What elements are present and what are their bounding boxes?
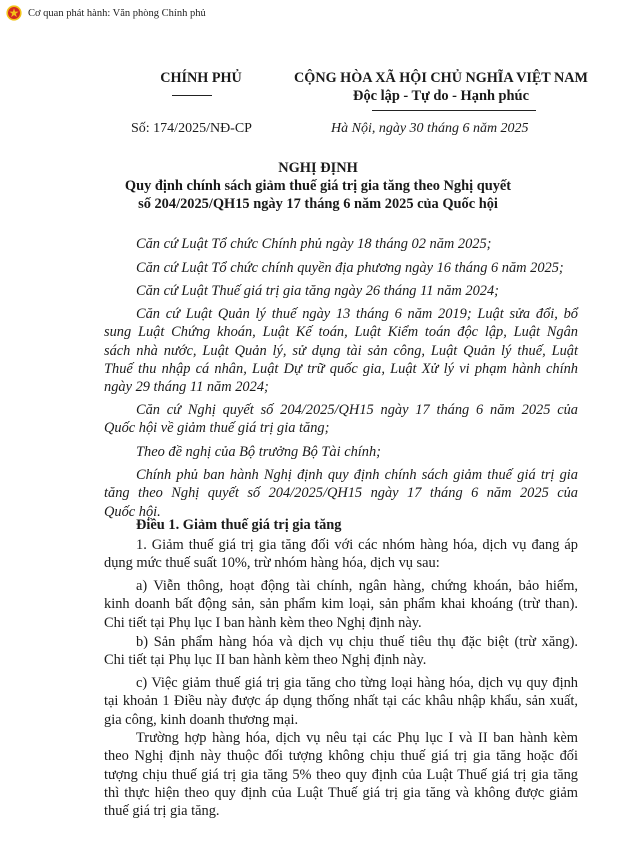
text-line: ngày 29 tháng 11 năm 2024; — [104, 379, 269, 396]
text-line: c) Việc giảm thuế giá trị gia tăng cho từng loại hàng hóa, dịch vụ quy định — [136, 675, 578, 691]
country-name: CỘNG HÒA XÃ HỘI CHỦ NGHĨA VIỆT NAM — [294, 70, 588, 86]
document-summary-line-2: số 204/2025/QH15 ngày 17 tháng 6 năm 2025 của Quốc hội — [138, 196, 498, 212]
text-line: tại khoản 1 Điều này được áp dụng thống nhất tại các khâu nhập khẩu, sản xuất, — [104, 693, 578, 710]
text-line: Căn cứ Luật Tổ chức Chính phủ ngày 18 tháng 02 năm 2025; — [136, 236, 492, 252]
point-b — [104, 633, 578, 670]
text-line: Căn cứ Luật Tổ chức chính quyền địa phương ngày 16 tháng 6 năm 2025; — [136, 260, 564, 276]
document-number: Số: 174/2025/NĐ-CP — [131, 121, 252, 136]
text-line: Căn cứ Nghị quyết số 204/2025/QH15 ngày 17 tháng 6 năm 2025 của — [136, 402, 578, 418]
article-heading: Điều 1. Giảm thuế giá trị gia tăng — [136, 517, 342, 533]
text-line: Theo đề nghị của Bộ trưởng Bộ Tài chính; — [136, 444, 381, 460]
text-line: Chi tiết tại Phụ lục I ban hành kèm theo Nghị định này. — [104, 614, 422, 631]
text-line: dụng mức thuế suất 10%, trừ nhóm hàng hóa, dịch vụ sau: — [104, 555, 440, 572]
document-summary-line-1: Quy định chính sách giảm thuế giá trị gia tăng theo Nghị quyết — [124, 178, 512, 194]
motto-underline — [372, 110, 536, 111]
preamble-item — [104, 259, 578, 277]
clause-1 — [104, 536, 578, 573]
text-line: Trường hợp hàng hóa, dịch vụ nêu tại các Phụ lục I và II ban hành kèm — [136, 730, 578, 746]
text-line: Căn cứ Luật Quản lý thuế ngày 13 tháng 6 năm 2019; Luật sửa đổi, bổ — [136, 306, 578, 322]
text-line: tăng theo Nghị quyết số 204/2025/QH15 ngày 17 tháng 6 năm 2025 của — [104, 485, 578, 502]
text-line: thuế giá trị gia tăng. — [104, 803, 220, 820]
place-date: Hà Nội, ngày 30 tháng 6 năm 2025 — [331, 121, 529, 136]
text-line: tượng chịu thuế giá trị gia tăng 5% theo quy định của Luật Thuế giá trị gia tăng — [104, 766, 578, 783]
preamble-item — [104, 235, 578, 253]
text-line: theo Nghị định này thuộc đối tượng không chịu thuế giá trị gia tăng hoặc đối — [104, 748, 578, 765]
text-line: gia công, kinh doanh thương mại. — [104, 711, 299, 728]
text-line: Thuế thu nhập cá nhân, Luật Dự trữ quốc gia, Luật Xử lý vi phạm hành chính — [104, 360, 578, 377]
text-line: thì thực hiện theo quy định của Luật Thuế giá trị gia tăng và không được giảm — [104, 784, 578, 801]
exception-paragraph — [104, 729, 578, 820]
text-line: Chính phủ ban hành Nghị định quy định chính sách giảm thuế giá trị gia — [136, 467, 578, 483]
agency-underline — [172, 95, 212, 96]
text-line: Chi tiết tại Phụ lục II ban hành kèm theo Nghị định này. — [104, 652, 427, 669]
preamble-item — [104, 466, 578, 521]
text-line: sung Luật Chứng khoán, Luật Kế toán, Luật Kiểm toán độc lập, Luật Ngân — [104, 324, 578, 341]
preamble-item — [104, 401, 578, 438]
text-line: b) Sản phẩm hàng hóa và dịch vụ chịu thuế tiêu thụ đặc biệt (trừ xăng). — [136, 634, 578, 650]
document-type: NGHỊ ĐỊNH — [278, 160, 358, 176]
text-line: Quốc hội. — [104, 503, 161, 520]
text-line: Căn cứ Luật Thuế giá trị gia tăng ngày 26 tháng 11 năm 2024; — [136, 283, 499, 299]
issuer-text: Cơ quan phát hành: Văn phòng Chính phủ — [28, 7, 206, 19]
national-motto: Độc lập - Tự do - Hạnh phúc — [353, 88, 529, 104]
agency-name: CHÍNH PHỦ — [160, 70, 242, 86]
text-line: kinh doanh bất động sản, sản phẩm kim loại, sản phẩm khai khoáng (trừ than). — [104, 596, 578, 613]
issuer-bar — [6, 4, 206, 22]
text-line: Quốc hội về giảm thuế giá trị gia tăng; — [104, 420, 330, 437]
national-emblem-icon — [6, 5, 22, 21]
text-line: a) Viễn thông, hoạt động tài chính, ngân hàng, chứng khoán, bảo hiểm, — [136, 578, 578, 594]
point-a — [104, 577, 578, 632]
preamble-item — [104, 305, 578, 396]
point-c — [104, 674, 578, 729]
text-line: sách nhà nước, Luật Quản lý, sử dụng tài sản công, Luật Quản lý thuế, Luật — [104, 342, 578, 359]
text-line: 1. Giảm thuế giá trị gia tăng đối với các nhóm hàng hóa, dịch vụ đang áp — [136, 537, 578, 553]
preamble-item — [104, 443, 578, 461]
preamble-item — [104, 282, 578, 300]
